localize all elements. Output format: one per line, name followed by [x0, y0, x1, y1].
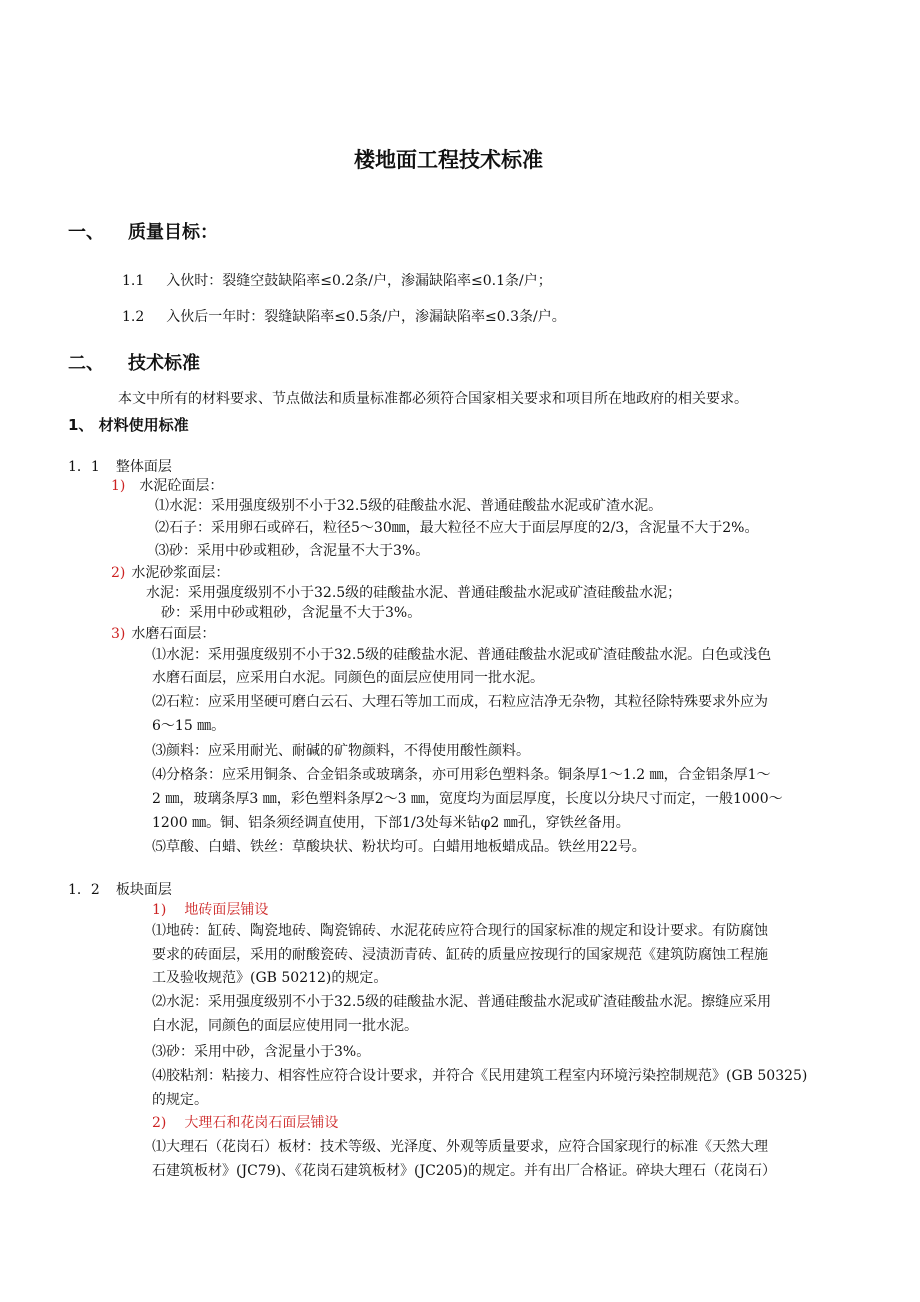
- item-number: 2): [111, 565, 126, 581]
- spec-line: 1200 ㎜。铜、铝条须经调直使用，下部1/3处每米钻φ2 ㎜孔，穿铁丝备用。: [152, 815, 630, 831]
- spec-line: ⑴地砖：缸砖、陶瓷地砖、陶瓷锦砖、水泥花砖应符合现行的国家标准的规定和设计要求。有防腐蚀: [152, 923, 768, 939]
- item-heading: [111, 563, 229, 583]
- section-heading-quality: [68, 221, 218, 245]
- spec-line: 白水泥，同颜色的面层应使用同一批水泥。: [152, 1018, 418, 1034]
- item-text: 入伙时：裂缝空鼓缺陷率≤0.2条/户，渗漏缺陷率≤0.1条/户；: [166, 273, 552, 289]
- subsection-number: 1．1: [68, 459, 100, 475]
- spec-line: 的规定。: [152, 1092, 208, 1108]
- quality-item: [122, 271, 552, 291]
- item-number: 1): [111, 478, 126, 494]
- spec-line: 6～15 ㎜。: [152, 718, 226, 734]
- item-heading: [152, 1113, 338, 1133]
- spec-line: 要求的砖面层，采用的耐酸瓷砖、浸渍沥青砖、缸砖的质量应按现行的国家规范《建筑防腐蚀工程施: [152, 947, 768, 963]
- spec-line: ⑷胶粘剂：粘接力、相容性应符合设计要求，并符合《民用建筑工程室内环境污染控制规范》(GB 50325): [152, 1068, 808, 1084]
- spec-line: 工及验收规范》(GB 50212)的规定。: [152, 970, 388, 986]
- section-heading-technical: [68, 352, 200, 376]
- item-label: 水泥砂浆面层：: [131, 565, 230, 581]
- spec-line: ⑵石子：采用卵石或碎石，粒径5～30㎜，最大粒径不应大于面层厚度的2/3，含泥量不大于2%。: [155, 520, 759, 536]
- item-label: 地砖面层铺设: [184, 902, 269, 918]
- item-label: 水磨石面层：: [131, 626, 216, 642]
- spec-line: ⑴水泥：采用强度级别不小于32.5级的硅酸盐水泥、普通硅酸盐水泥或矿渣水泥。: [155, 498, 663, 514]
- spec-line: ⑴大理石（花岗石）板材：技术等级、光泽度、外观等质量要求，应符合国家现行的标准《天然大理: [152, 1139, 768, 1155]
- item-heading: [111, 624, 215, 644]
- spec-line: ⑶砂：采用中砂或粗砂，含泥量不大于3%。: [155, 543, 430, 559]
- item-label: 大理石和花岗石面层铺设: [184, 1115, 339, 1131]
- spec-line: ⑷分格条：应采用铜条、合金铝条或玻璃条，亦可用彩色塑料条。铜条厚1～1.2 ㎜，合金铝条厚1～: [152, 767, 771, 783]
- spec-line: ⑶砂：采用中砂，含泥量小于3%。: [152, 1044, 371, 1060]
- spec-line: 水磨石面层，应采用白水泥。同颜色的面层应使用同一批水泥。: [152, 670, 544, 686]
- spec-line: 水泥：采用强度级别不小于32.5级的硅酸盐水泥、普通硅酸盐水泥或矿渣硅酸盐水泥；: [146, 585, 682, 601]
- item-number: 2): [152, 1115, 167, 1131]
- item-number: 1): [152, 902, 167, 918]
- spec-line: ⑸草酸、白蜡、铁丝：草酸块状、粉状均可。白蜡用地板蜡成品。铁丝用22号。: [152, 839, 646, 855]
- spec-line: 2 ㎜，玻璃条厚3 ㎜，彩色塑料条厚2～3 ㎜，宽度均为面层厚度，长度以分块尺寸而定，一般1000～: [152, 791, 783, 807]
- spec-line: 砂：采用中砂或粗砂，含泥量不大于3%。: [161, 605, 422, 621]
- spec-line: ⑴水泥：采用强度级别不小于32.5级的硅酸盐水泥、普通硅酸盐水泥或矿渣硅酸盐水泥。白色或浅色: [152, 647, 772, 663]
- section-number: 一、: [68, 222, 104, 243]
- spec-line: ⑵水泥：采用强度级别不小于32.5级的硅酸盐水泥、普通硅酸盐水泥或矿渣硅酸盐水泥。擦缝应采用: [152, 994, 772, 1010]
- spec-line: ⑵石粒：应采用坚硬可磨白云石、大理石等加工而成，石粒应洁净无杂物，其粒径除特殊要求外应为: [152, 694, 768, 710]
- item-text: 入伙后一年时：裂缝缺陷率≤0.5条/户，渗漏缺陷率≤0.3条/户。: [166, 309, 566, 325]
- section-number: 二、: [68, 353, 104, 374]
- item-number: 1.2: [122, 309, 145, 325]
- subheading-materials: 1、 材料使用标准: [68, 416, 189, 434]
- quality-item: [122, 307, 566, 327]
- item-heading: [111, 476, 223, 496]
- subsection-title: 整体面层: [115, 459, 172, 475]
- section-title: 质量目标：: [128, 222, 218, 243]
- intro-paragraph: 本文中所有的材料要求、节点做法和质量标准都必须符合国家相关要求和项目所在地政府的相关要求。: [118, 391, 748, 407]
- spec-line: 石建筑板材》(JC79)、《花岗石建筑板材》(JC205)的规定。并有出厂合格证。碎块大理石（花岗石）: [152, 1163, 777, 1179]
- subsection-heading: [68, 880, 172, 900]
- page-title: 楼地面工程技术标准: [354, 148, 543, 172]
- item-number: 3): [111, 626, 126, 642]
- item-label: 水泥砼面层：: [139, 478, 224, 494]
- section-title: 技术标准: [128, 353, 200, 374]
- spec-line: ⑶颜料：应采用耐光、耐碱的矿物颜料，不得使用酸性颜料。: [152, 743, 530, 759]
- subsection-number: 1．2: [68, 882, 100, 898]
- subsection-title: 板块面层: [115, 882, 172, 898]
- item-number: 1.1: [122, 273, 145, 289]
- item-heading: [152, 900, 268, 920]
- subsection-heading: [68, 457, 172, 477]
